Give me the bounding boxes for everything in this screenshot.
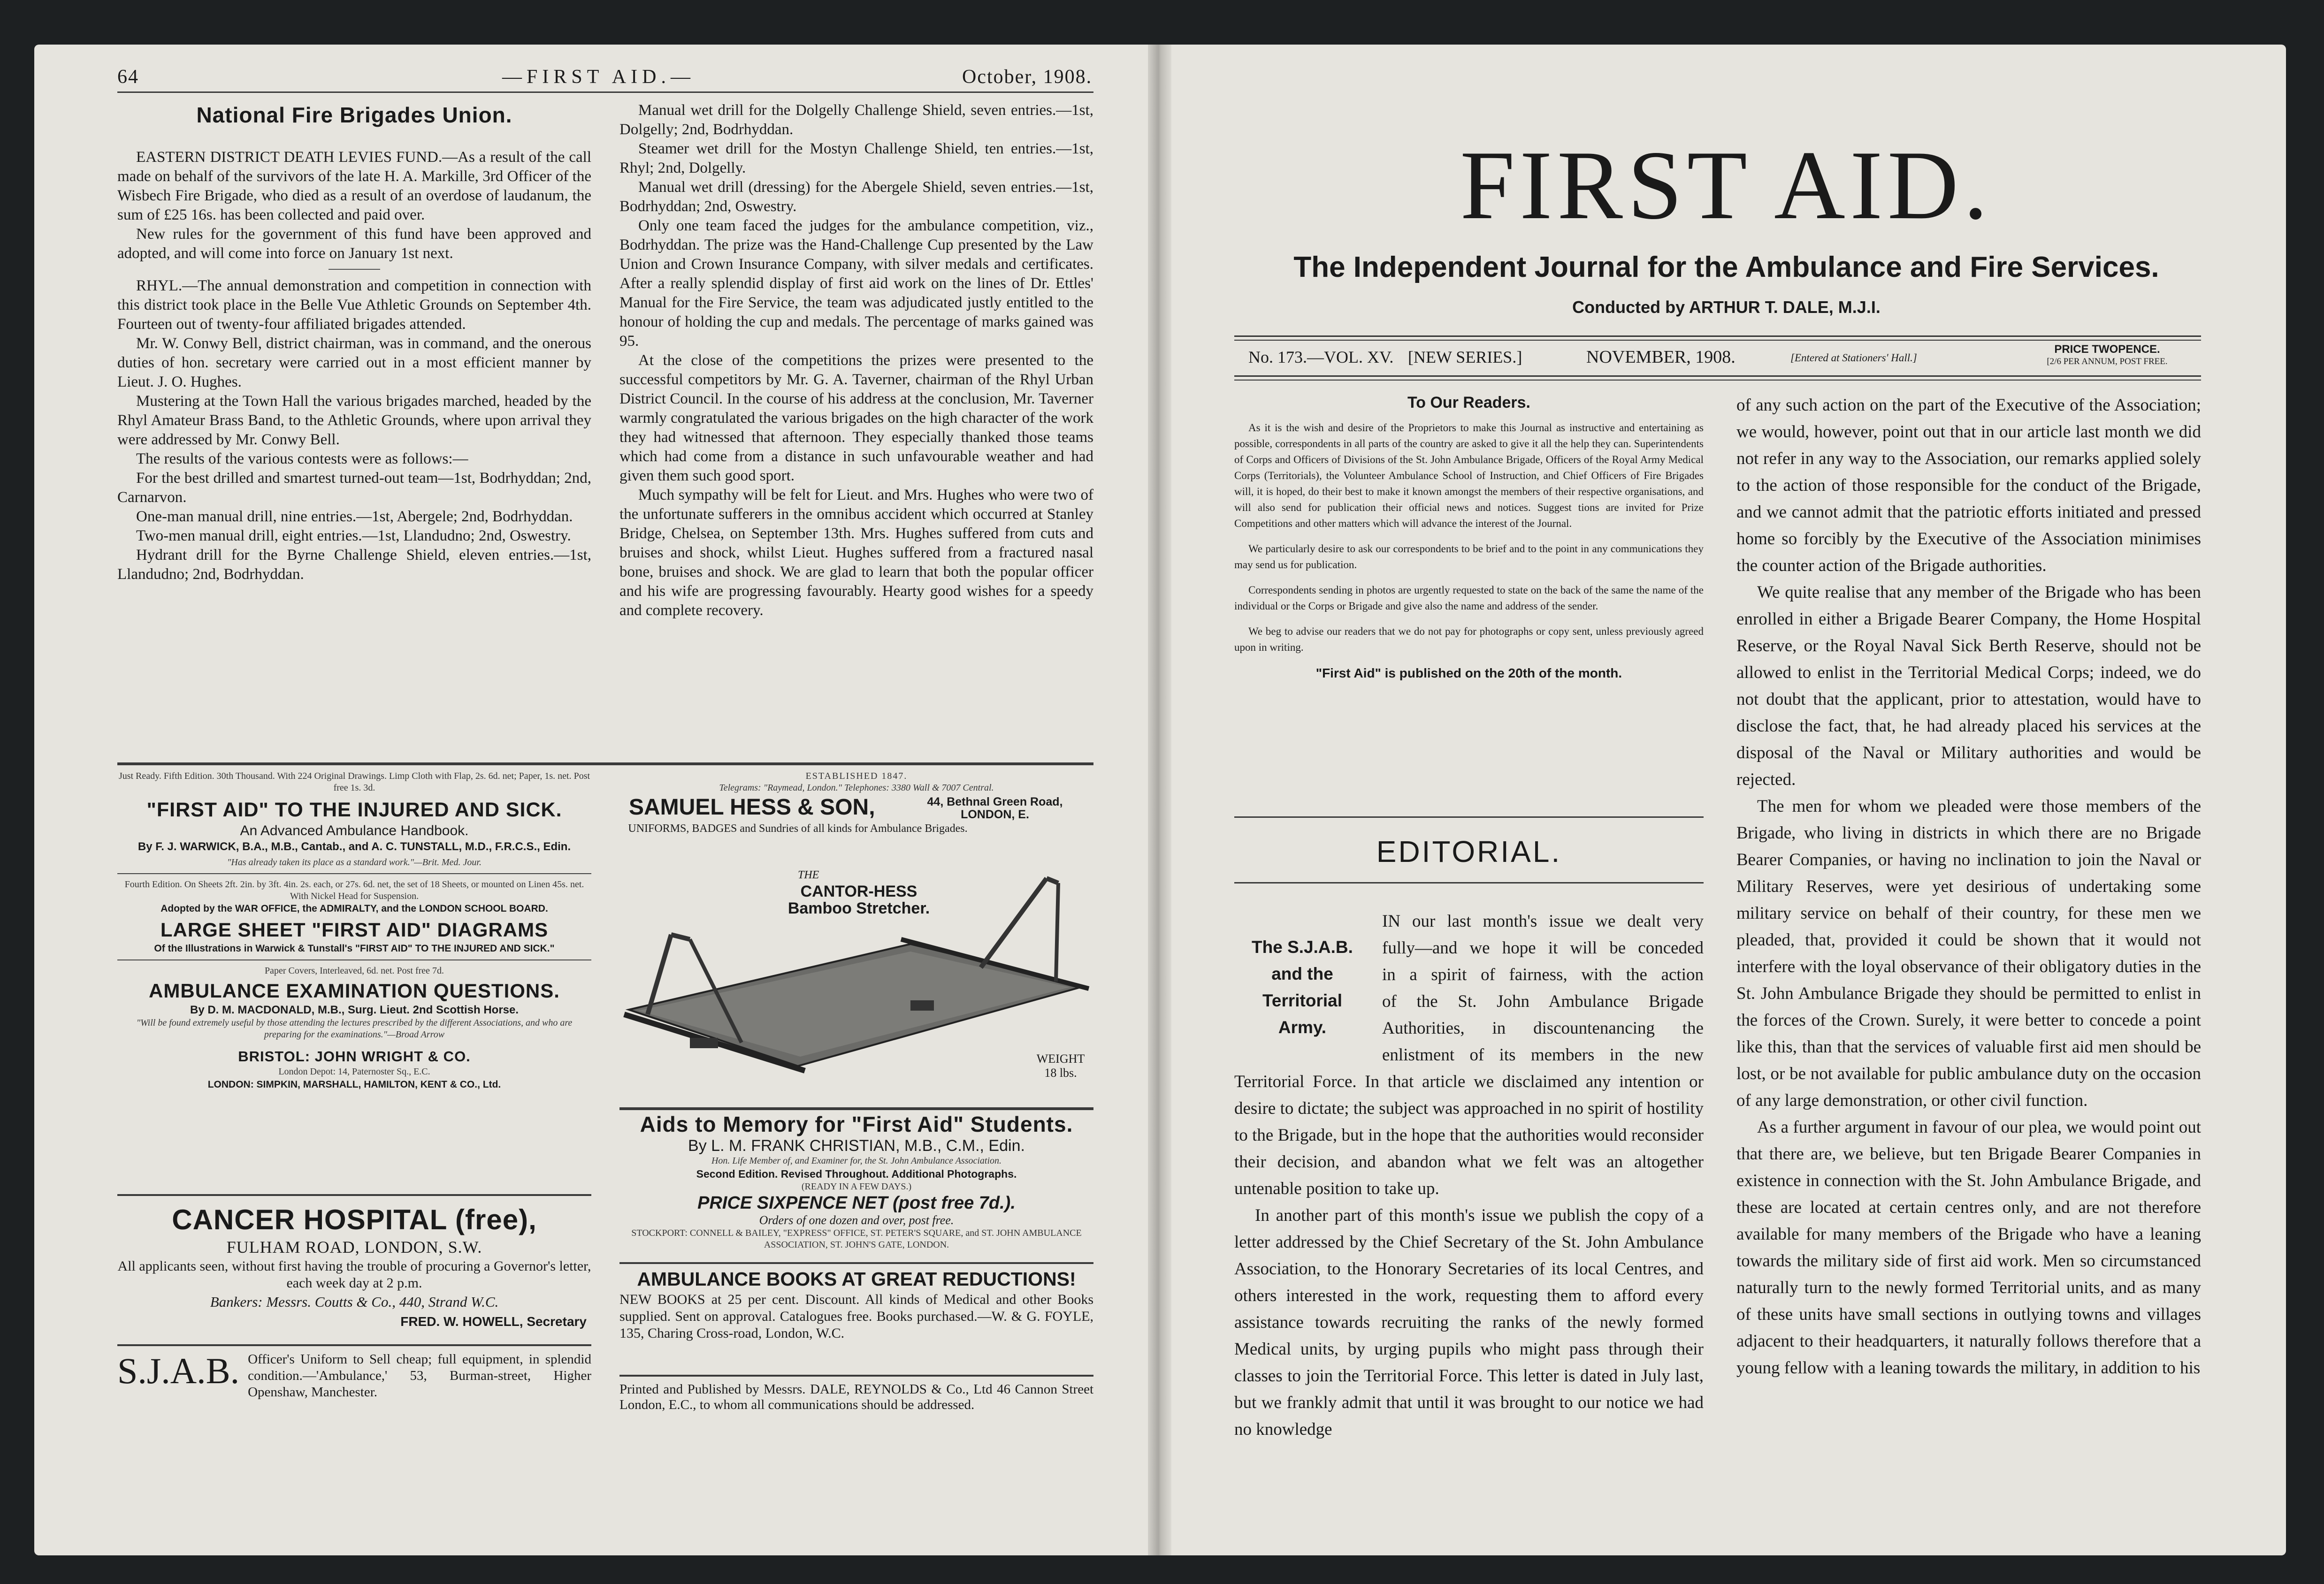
ad-exam-title: AMBULANCE EXAMINATION QUESTIONS. xyxy=(149,980,560,1002)
editorial-line: Authorities, in discountenancing the xyxy=(1382,1019,1704,1038)
ad-aids-title: Aids to Memory for "First Aid" Students. xyxy=(640,1112,1073,1136)
issue-price: PRICE TWOPENCE. xyxy=(2054,343,2160,356)
ad-first-aid-book xyxy=(117,770,591,1092)
editorial-line: fully—and we hope it will be conceded xyxy=(1382,938,1704,958)
editorial-rule-bottom xyxy=(1234,882,1704,883)
editorial-line: enlistment of its members in the new xyxy=(1382,1045,1704,1065)
ad-publisher: BRISTOL: JOHN WRIGHT & CO. xyxy=(238,1048,471,1065)
paragraph: We particularly desire to ask our correspondents to be brief and to the point in any communications they may send us for publication. xyxy=(1234,543,1704,571)
issue-number: No. 173.—VOL. XV. xyxy=(1248,348,1394,366)
ad-rule xyxy=(619,1107,1093,1110)
paragraph: EASTERN DISTRICT DEATH LEVIES FUND.—As a result of the call made on behalf of the survivors of the late H. A. Markille, 3rd Officer of the Wisbech Fire Brigade, who died as a result of an overdose of laudanum, the sum of £25 16s. has been collected and paid over. xyxy=(117,149,591,223)
paragraph: At the close of the competitions the prizes were presented to the successful competitors by Mr. G. A. Taverner, chairman of the Rhyl Urban District Council. In the course of his address at the conclusion, Mr. Taverner warmly congratulated the various brigades on the high character of the work they had witnessed that afternoon. They especially thanked those teams which had come from a distance in such unfavourable weather and had given them such good sport. xyxy=(619,352,1093,484)
article-column-1 xyxy=(117,101,591,758)
ad-adopted: Adopted by the WAR OFFICE, the ADMIRALTY, and the LONDON SCHOOL BOARD. xyxy=(161,903,548,914)
paragraph: New rules for the government of this fund have been approved and adopted, and will come into force on January 1st next. xyxy=(117,226,591,262)
issue-price-annum: [2/6 PER ANNUM, POST FREE. xyxy=(2047,357,2168,366)
issue-line-bottom xyxy=(1234,375,2201,381)
ad-aids-role: Hon. Life Member of, and Examiner for, the St. John Ambulance Association. xyxy=(711,1156,1002,1166)
masthead-subtitle: The Independent Journal for the Ambulance and Fire Services. xyxy=(1293,251,2159,283)
to-our-readers xyxy=(1234,392,1704,682)
editorial-heading: EDITORIAL. xyxy=(1376,835,1562,868)
ad-sheets-line: Fourth Edition. On Sheets 2ft. 2in. by 3ft. 4in. 2s. each, or 27s. 6d. net, the set of 18 Sheets, or mounted on Linen 45s. net. With Nickel Head for Suspension. xyxy=(124,879,584,901)
paragraph: One-man manual drill, nine entries.—1st, Abergele; 2nd, Bodrhyddan. xyxy=(136,508,573,525)
paragraph: We beg to advise our readers that we do not pay for photographs or copy sent, unless previously agreed upon in writing. xyxy=(1234,625,1704,653)
editorial-column-1 xyxy=(1234,1068,1704,1491)
paragraph: RHYL.—The annual demonstration and competition in connection with this district took place in the Belle Vue Athletic Grounds on September 4th. Fourteen out of twenty-four affiliated brigades attended. xyxy=(117,277,591,333)
paragraph: We quite realise that any member of the Brigade who has been enrolled in either a Brigade Bearer Company, the Home Hospital Reserve, or the Royal Naval Sick Berth Reserve, should not be allowed to enlist in the Territorial Medical Corps; indeed, we do not doubt that the applicant, prior to attestation, would have to disclose the fact, that, he had already placed his services at the disposal of the Naval or Military authorities and would be rejected. xyxy=(1736,583,2201,789)
issue-series: [NEW SERIES.] xyxy=(1408,348,1522,366)
ad-divider xyxy=(117,873,591,874)
editorial-column-2 xyxy=(1736,392,2201,1471)
ad-book-edition: Just Ready. Fifth Edition. 30th Thousand. With 224 Original Drawings. Limp Cloth with Flap, 2s. 6d. net; Paper, 1s. net. Post free 1s. 3d. xyxy=(118,771,590,793)
ad-aids-stockport: STOCKPORT: CONNELL & BAILEY, "EXPRESS" OFFICE, ST. PETER'S SQUARE, and ST. JOHN AMBULANCE ASSOCIATION, ST. JOHN'S GATE, LONDON. xyxy=(631,1228,1082,1250)
paragraph: For the best drilled and smartest turned-out team—1st, Bodrhyddan; 2nd, Carnarvon. xyxy=(117,470,591,506)
imprint: Printed and Published by Messrs. DALE, REYNOLDS & Co., Ltd 46 Cannon Street London, E.C., to whom all communications should be addressed. xyxy=(619,1382,1093,1412)
paragraph: Steamer wet drill for the Mostyn Challenge Shield, ten entries.—1st, Rhyl; 2nd, Dolgelly. xyxy=(619,140,1093,176)
ad-aids-price: PRICE SIXPENCE NET (post free 7d.). xyxy=(697,1193,1016,1213)
sidenote-line: The S.J.A.B. xyxy=(1252,937,1353,957)
stretcher-illustration xyxy=(619,860,1093,1075)
paragraph: Territorial Force. In that article we disclaimed any intention or desire to dictate; the subject was approached in no spirit of hostility to the Brigade, but in the hope that the authorities would reconsider their decision, and abandon what we felt was an altogether untenable position to take up. xyxy=(1234,1072,1704,1198)
ad-hess-established: ESTABLISHED 1847. xyxy=(805,771,908,781)
ad-samuel-hess xyxy=(619,770,1093,1108)
ad-london: LONDON: SIMPKIN, MARSHALL, HAMILTON, KENT & CO., Ltd. xyxy=(207,1079,501,1090)
paragraph: of any such action on the part of the Executive of the Association; we would, however, point out that in our article last month we did not refer in any way to the Association, our remarks applied solely to the action of those responsible for the conduct of the Brigade, and we cannot admit that the patriotic efforts initiated and pressed home so forcibly by the Executive of the Association minimises the counter action of the Brigade authorities. xyxy=(1736,396,2201,575)
paragraph: As a further argument in favour of our plea, we would point out that there are, we believe, but ten Brigade Bearer Companies in existence in connection with the St. John Ambulance Brigade, and these are located at certain centres only, and are not therefore available for many members of the Brigade who have a leaning towards the military side of first aid work. Men so circumstanced naturally turn to the newly formed Territorial units, and as many of these units have small sections in outlying towns and villages adjacent to their headquarters, it naturally follows therefore that a young fellow with a leaning towards the military, in addition to his xyxy=(1736,1118,2201,1378)
readers-title: To Our Readers. xyxy=(1407,394,1530,411)
ad-books-body: NEW BOOKS at 25 per cent. Discount. All kinds of Medical and other Books supplied. Sent on approval. Catalogues free. Books purchased.—W. & G. FOYLE, 135, Charing Cross-road, London, W.C. xyxy=(619,1292,1093,1341)
ad-aids-ready: (READY IN A FEW DAYS.) xyxy=(801,1181,912,1192)
readers-text xyxy=(1234,420,1704,655)
ad-paper-covers: Paper Covers, Interleaved, 6d. net. Post free 7d. xyxy=(264,966,444,976)
paragraph: Manual wet drill (dressing) for the Abergele Shield, seven entries.—1st, Bodrhyddan; 2nd, Oswestry. xyxy=(619,179,1093,215)
paragraph: Hydrant drill for the Byrne Challenge Shield, eleven entries.—1st, Llandudno; 2nd, Bodrhyddan. xyxy=(117,547,591,583)
paragraph: The results of the various contests were as follows:— xyxy=(136,450,468,467)
imprint-rule xyxy=(619,1375,1093,1377)
ad-cancer-hospital xyxy=(117,1203,591,1331)
ad-hess-line: UNIFORMS, BADGES and Sundries of all kinds for Ambulance Brigades. xyxy=(628,822,968,835)
editorial-sidenote xyxy=(1239,934,1366,1041)
ad-hess-address: 44, Bethnal Green Road, LONDON, E. xyxy=(927,795,1063,821)
editorial-intro xyxy=(1382,908,1704,1068)
ad-aids-edition: Second Edition. Revised Throughout. Additional Photographs. xyxy=(696,1168,1017,1180)
issue-month: NOVEMBER, 1908. xyxy=(1586,347,1735,367)
ad-depot: London Depot: 14, Paternoster Sq., E.C. xyxy=(278,1066,430,1077)
ad-sjab xyxy=(117,1351,591,1401)
conducted-by: Conducted by ARTHUR T. DALE, M.J.I. xyxy=(1572,297,1881,317)
paragraph: In another part of this month's issue we publish the copy of a letter addressed by the Chief Secretary of the St. John Ambulance Association, to the Honorary Secretaries of its local Centres, and others interested in the work, requesting them to afford every assistance towards recruiting the ranks of the newly formed Medical units, by urging pupils who might pass through their classes to join the Territorial Force. This letter is dated in July last, but we frankly admit that until it was brought to our notice we had no knowledge xyxy=(1234,1206,1704,1439)
paragraph: Much sympathy will be felt for Lieut. and Mrs. Hughes who were two of the unfortunate sufferers in the omnibus accident which occurred at Stanley Bridge, Chelsea, on September 13th. Mrs. Hughes suffered from cuts and bruises and shock, whilst Lieut. Hughes suffered from a fractured nasal bone, bruises and shock. We are glad to learn that both the popular officer and his wife are progressing favourably. Hearty good wishes for a speedy and complete recovery. xyxy=(619,487,1093,619)
ad-hess-telegrams: Telegrams: "Raymead, London." Telephones: 3380 Wall & 7007 Central. xyxy=(719,783,994,793)
running-title: —FIRST AID.— xyxy=(502,66,695,88)
ad-hess-weight: WEIGHT 18 lbs. xyxy=(1036,1052,1085,1080)
paragraph: Manual wet drill for the Dolgelly Challenge Shield, seven entries.—1st, Dolgelly; 2nd, Bodrhyddan. xyxy=(619,102,1093,138)
section-divider xyxy=(329,269,380,270)
article-column-2 xyxy=(619,101,1093,758)
header-rule xyxy=(117,91,1093,93)
issue-entered: [Entered at Stationers' Hall.] xyxy=(1790,352,1917,364)
ad-book-authors: By F. J. WARWICK, B.A., M.B., Cantab., and A. C. TUNSTALL, M.D., F.R.C.S., Edin. xyxy=(138,840,571,853)
ad-hospital-bankers: Bankers: Messrs. Coutts & Co., 440, Strand W.C. xyxy=(210,1294,499,1310)
ad-aids-author: By L. M. FRANK CHRISTIAN, M.B., C.M., Edin. xyxy=(688,1137,1025,1155)
editorial-line: IN our last month's issue we dealt very xyxy=(1382,912,1704,931)
ad-hess-product: CANTOR-HESS Bamboo Stretcher. xyxy=(787,883,930,917)
ad-hess-name: SAMUEL HESS & SON, xyxy=(629,795,875,820)
ad-aids-to-memory xyxy=(619,1112,1093,1251)
ad-sjab-big: S.J.A.B. xyxy=(117,1350,240,1391)
sidenote-line: Army. xyxy=(1278,1018,1327,1037)
ad-hospital-secretary: FRED. W. HOWELL, Secretary xyxy=(400,1314,587,1329)
ad-hospital-address: FULHAM ROAD, LONDON, S.W. xyxy=(226,1238,482,1257)
ad-sjab-body: Officer's Uniform to Sell cheap; full equipment, in splendid condition.—'Ambulance,' 53, Burman-street, Higher Openshaw, Manchester. xyxy=(248,1352,591,1400)
ad-hospital-body: All applicants seen, without first having the trouble of procuring a Governor's letter, each week day at 2 p.m. xyxy=(117,1258,591,1291)
paragraph: Mr. W. Conwy Bell, district chairman, was in command, and the onerous duties of hon. secretary were carried out in a most efficient manner by Lieut. J. O. Hughes. xyxy=(117,335,591,390)
paragraph: As it is the wish and desire of the Proprietors to make this Journal as instructive and entertaining as possible, correspondents in all parts of the country are asked to give it all the help they can. Superintendents of Corps and Officers of Divisions of the St. John Ambulance Brigade, Officers of the Royal Army Medical Corps (Territorials), the Volunteer Ambulance School of Instruction, and Chief Officers of Fire Brigades will, it is hoped, do their best to make it known amongst the members of their respective organisations, and will also send for publication their official news and notices. Suggest tions are invited for Prize Competitions and other matters which will advance the interest of the Journal. xyxy=(1234,422,1704,529)
sidenote-line: Territorial xyxy=(1262,991,1342,1010)
ad-book-quote: "Has already taken its place as a standard work."—Brit. Med. Jour. xyxy=(227,857,482,868)
ad-hess-the: THE xyxy=(798,869,819,881)
issue-line-top xyxy=(1234,335,2201,341)
ad-book-title: "FIRST AID" TO THE INJURED AND SICK. xyxy=(146,799,562,821)
paragraph: Only one team faced the judges for the ambulance competition, viz., Bodrhyddan. The prize was the Hand-Challenge Cup presented by the Law Union and Crown Insurance Company, with silver medals and certificates. After a really splendid display of first aid work on the lines of Dr. Ettles' Manual for the Fire Service, the team was adjudicated justly entitled to the honour of holding the cup and medals. The percentage of marks gained was 95. xyxy=(619,217,1093,350)
ad-diagrams-sub: Of the Illustrations in Warwick & Tunstall's "FIRST AID" TO THE INJURED AND SICK." xyxy=(154,943,555,954)
editorial-line: of the St. John Ambulance Brigade xyxy=(1382,992,1704,1011)
ad-rule xyxy=(117,1194,591,1196)
paragraph: Mustering at the Town Hall the various brigades marched, headed by the Rhyl Amateur Brass Band, to the Athletic Grounds, where upon arrival they were addressed by Mr. Conwy Bell. xyxy=(117,393,591,448)
ad-exam-author: By D. M. MACDONALD, M.B., Surg. Lieut. 2nd Scottish Horse. xyxy=(190,1004,519,1016)
ad-books-title: AMBULANCE BOOKS AT GREAT REDUCTIONS! xyxy=(637,1268,1076,1290)
ad-ambulance-books xyxy=(619,1267,1093,1342)
editorial-line: in a spirit of fairness, with the action xyxy=(1382,965,1704,984)
page-date: October, 1908. xyxy=(962,66,1093,88)
ad-exam-quote: "Will be found extremely useful by those attending the lectures prescribed by the different Associations, and who are preparing for the examinations."—Broad Arrow xyxy=(136,1018,573,1040)
sidenote-line: and the xyxy=(1271,964,1333,983)
published-notice: "First Aid" is published on the 20th of the month. xyxy=(1315,666,1622,680)
paragraph: The men for whom we pleaded were those members of the Brigade, who living in districts in which there are no Brigade Bearer Companies, or having no inclination to join the Naval or Military Reserves, were yet desirious of undertaking some military service on behalf of their country, for these men we pleaded, that, provided it could be shown that it would not interfere with the loyal observance of their obligatory duties in the St. John Ambulance Brigade they should be permitted to enlist in the forces of the Crown. Surely, it were better to concede a point like this, than that the services of valuable first aid men should be lost, or be not available for public ambulance duty on the occasion of any large demonstration, or other civil function. xyxy=(1736,797,2201,1110)
page-number: 64 xyxy=(117,66,139,88)
editorial-rule-top xyxy=(1234,816,1704,818)
ad-rule xyxy=(117,1344,591,1346)
article-title: National Fire Brigades Union. xyxy=(196,103,512,127)
paragraph: Two-men manual drill, eight entries.—1st, Llandudno; 2nd, Oswestry. xyxy=(136,527,571,544)
ad-aids-orders: Orders of one dozen and over, post free. xyxy=(759,1213,954,1227)
paragraph: Correspondents sending in photos are urgently requested to state on the back of the same the name of the individual or the Corps or Brigade and give also the name and address of the sender. xyxy=(1234,584,1704,612)
ad-diagrams-title: LARGE SHEET "FIRST AID" DIAGRAMS xyxy=(160,919,549,941)
masthead-title: FIRST AID. xyxy=(1460,131,1993,240)
ad-rule xyxy=(619,1262,1093,1264)
ads-top-rule xyxy=(117,762,1093,765)
ad-hospital-title: CANCER HOSPITAL (free), xyxy=(172,1204,537,1235)
ad-book-subtitle: An Advanced Ambulance Handbook. xyxy=(240,823,469,838)
